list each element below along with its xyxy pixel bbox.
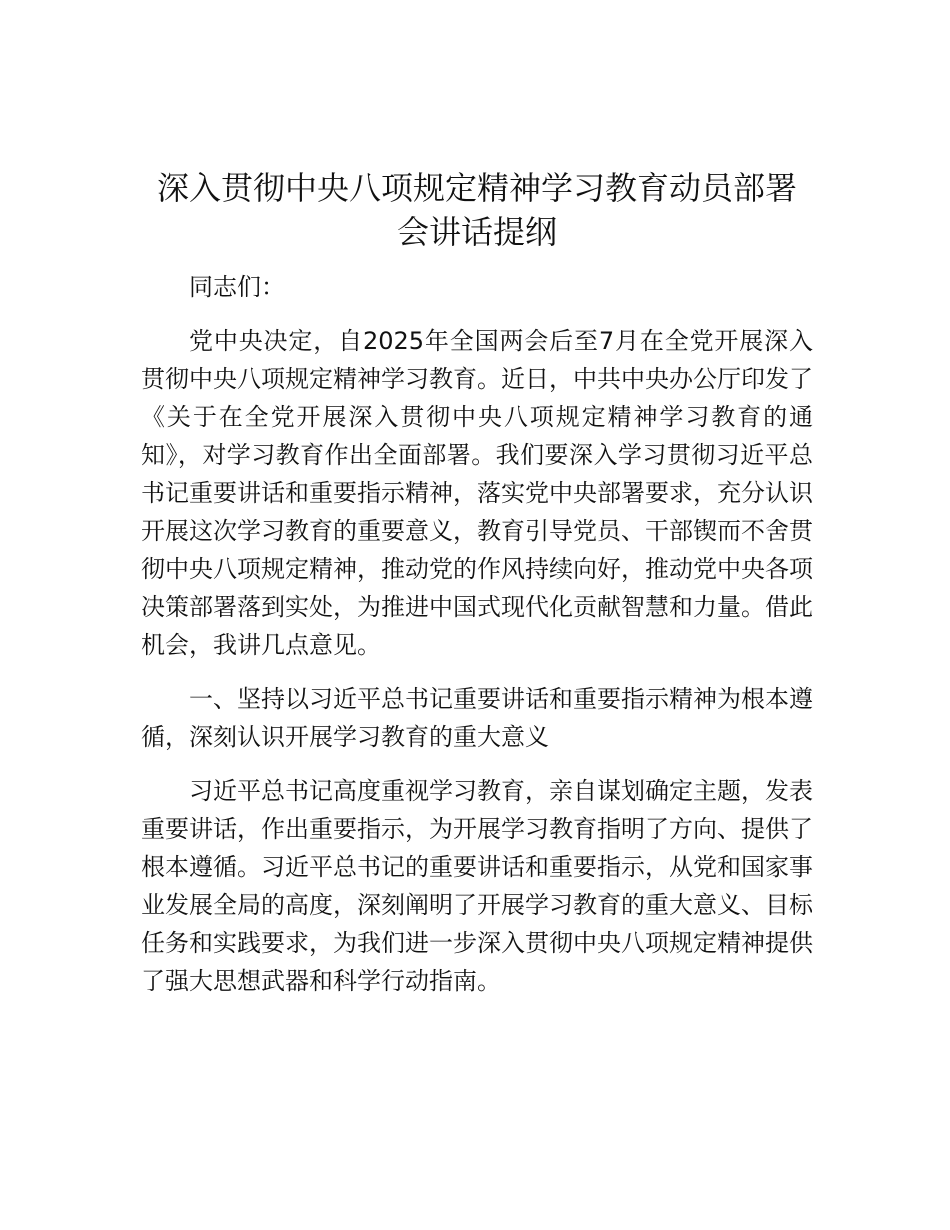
section-heading-1: 一、坚持以习近平总书记重要讲话和重要指示精神为根本遵循，深刻认识开展学习教育的重大意义 [141,685,813,751]
document-title [141,166,813,254]
document-body [141,166,813,1000]
paragraph-intro: 党中央决定，自2025年全国两会后至7月在全党开展深入贯彻中央八项规定精神学习教育。近日，中共中央办公厅印发了《关于在全党开展深入贯彻中央八项规定精神学习教育的通知》，对学习教育作出全面部署。我们要深入学习贯彻习近平总书记重要讲话和重要指示精神，落实党中央部署要求，充分认识开展这次学习教育的重要意义，教育引导党员、干部锲而不舍贯彻中央八项规定精神，推动党的作风持续向好，推动党中央各项决策部署落到实处，为推进中国式现代化贡献智慧和力量。借此机会，我讲几点意见。 [141,327,813,659]
title-line-2: 会讲话提纲 [396,213,557,251]
paragraph-section-1: 习近平总书记高度重视学习教育，亲自谋划确定主题，发表重要讲话，作出重要指示，为开展学习教育指明了方向、提供了根本遵循。习近平总书记的重要讲话和重要指示，从党和国家事业发展全局的高度，深刻阐明了开展学习教育的重大意义、目标任务和实践要求，为我们进一步深入贯彻中央八项规定精神提供了强大思想武器和科学行动指南。 [141,777,813,995]
salutation: 同志们： [189,273,285,301]
title-line-1: 深入贯彻中央八项规定精神学习教育动员部署 [156,169,797,207]
